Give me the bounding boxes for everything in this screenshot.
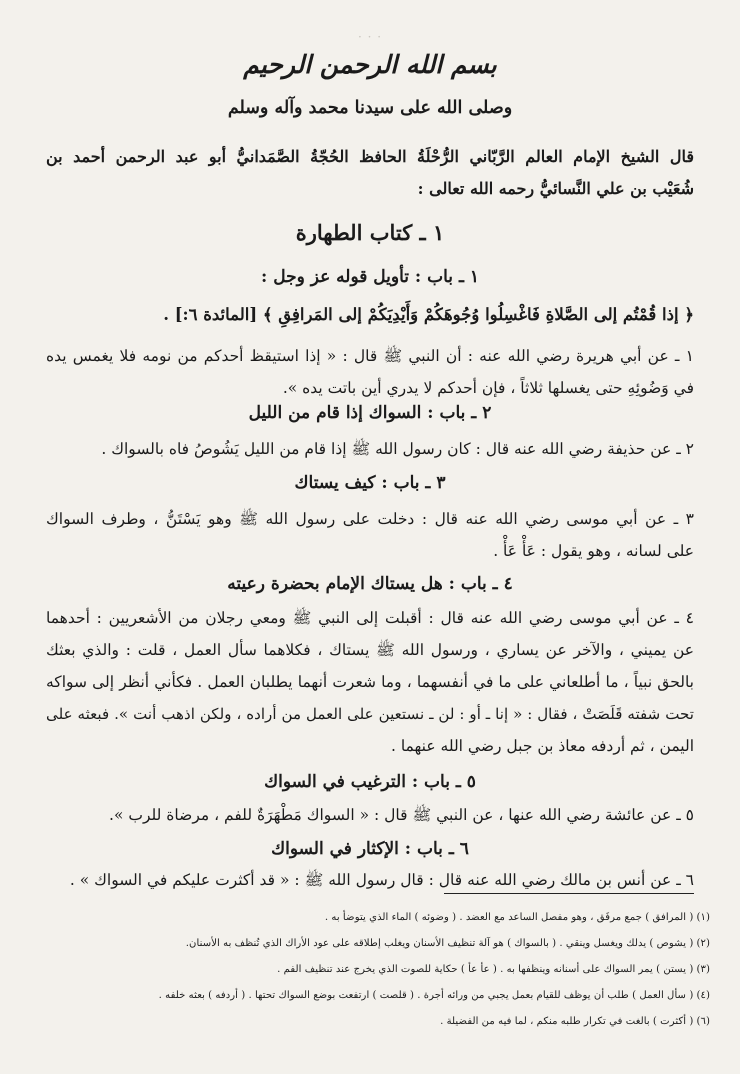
footnote-6: (٦) ( أكثرت ) بالغت في تكرار طلبه منكم ، لما فيه من الفضيلة . — [440, 1016, 710, 1027]
basmala-calligraphy: بسم الله الرحمن الرحيم — [243, 50, 497, 79]
hadith-4-line-1: ٤ ـ عن أبي موسى رضي الله عنه قال : أقبلت إلى النبي ﷺ ومعي رجلان من الأشعريين : أحدهما — [46, 609, 694, 627]
chapter-heading-3: ٣ ـ باب : كيف يستاك — [294, 473, 446, 493]
hadith-3-line-2: على لسانه ، وهو يقول : عَأْ عَأْ . — [493, 542, 694, 560]
salutation: وصلى الله على سيدنا محمد وآله وسلم — [227, 98, 513, 118]
hadith-1-line-2: في وَضُوئِهِ حتى يغسلها ثلاثاً ، فإن أحدكم لا يدري أين باتت يده ». — [282, 379, 694, 397]
chapter-heading-6: ٦ ـ باب : الإكثار في السواك — [271, 839, 469, 859]
hadith-5: ٥ ـ عن عائشة رضي الله عنها ، عن النبي ﷺ قال : « السواك مَطْهَرَةٌ للفم ، مرضاة للرب ». — [109, 806, 694, 824]
book-title: ١ ـ كتاب الطهارة — [295, 220, 445, 245]
hadith-4-line-5: اليمن ، ثم أردفه معاذ بن جبل رضي الله عنهما . — [390, 737, 694, 755]
intro-line-2: شُعَيْب بن علي النَّسائيُّ رحمه الله تعالى : — [417, 179, 694, 198]
hadith-2: ٢ ـ عن حذيفة رضي الله عنه قال : كان رسول الله ﷺ إذا قام من الليل يَشُوصُ فاه بالسواك . — [101, 440, 694, 458]
quran-verse: ﴿ إذا قُمْتُم إلى الصَّلاةِ فَاغْسِلُوا وُجُوهَكُمْ وَأَيْدِيَكُمْ إلى المَرافِقِ ﴾ [المائدة ٦:] . — [163, 305, 694, 324]
hadith-4-line-4: تحت شفته قَلَصَتْ ، فقال : « إنا ـ أو : لن ـ نستعين على العمل من أراده ، ولكن اذهب أنت ». فبعثه على — [46, 705, 694, 723]
footnote-2: (٢) ( يشوص ) يدلك ويغسل وينقي . ( بالسواك ) هو آلة تنظيف الأسنان ويغلب إطلاقه على عود الأراك الذي تُنظف به الأسنان. — [185, 938, 710, 949]
chapter-heading-4: ٤ ـ باب : هل يستاك الإمام بحضرة رعيته — [227, 574, 513, 594]
footnote-divider — [444, 893, 694, 894]
hadith-3-line-1: ٣ ـ عن أبي موسى رضي الله عنه قال : دخلت على رسول الله ﷺ وهو يَسْتَنُّ ، وطرف السواك — [46, 510, 694, 528]
bleed-through-text: · · · — [357, 30, 383, 44]
chapter-heading-1: ١ ـ باب : تأويل قوله عز وجل : — [261, 267, 479, 287]
hadith-1-line-1: ١ ـ عن أبي هريرة رضي الله عنه : أن النبي ﷺ قال : « إذا استيقظ أحدكم من نومه فلا يغمس يده — [46, 347, 694, 365]
hadith-4-line-3: بالحق نبياً ، ما أطلعاني على ما في أنفسهما ، وما شعرت أنهما يطلبان العمل . فكأني أنظر إلى سواكه — [46, 673, 694, 691]
intro-line-1: قال الشيخ الإمام العالم الرَّبّاني الرُّحْلَةُ الحافظ الحُجّةُ الصَّمَدانيُّ أبو عبد الرحمن أحمد بن — [46, 147, 694, 166]
footnote-1: (١) ( المرافق ) جمع مرفَق ، وهو مفصل الساعد مع العضد . ( وضوئه ) الماء الذي يتوضأ به . — [324, 912, 710, 923]
hadith-6: ٦ ـ عن أنس بن مالك رضي الله عنه قال : قال رسول الله ﷺ : « قد أكثرت عليكم في السواك » . — [69, 871, 694, 889]
chapter-heading-5: ٥ ـ باب : الترغيب في السواك — [264, 772, 476, 792]
footnote-3: (٣) ( يستن ) يمر السواك على أسنانه وينظفها به . ( عأ عأ ) حكاية للصوت الذي يخرج عند تنظيف الفم . — [277, 964, 710, 975]
hadith-4-line-2: عن يميني ، والآخر عن يساري ، ورسول الله ﷺ يستاك ، فكلاهما سأل العمل ، قلت : والذي بعثك — [46, 641, 694, 659]
chapter-heading-2: ٢ ـ باب : السواك إذا قام من الليل — [248, 403, 492, 423]
footnote-4: (٤) ( سأل العمل ) طلب أن يوظف للقيام بعمل يجبي من ورائه أجرة . ( قلصت ) ارتفعت بوضع السواك تحتها . ( أردفه ) بعثه خلفه . — [158, 990, 710, 1001]
